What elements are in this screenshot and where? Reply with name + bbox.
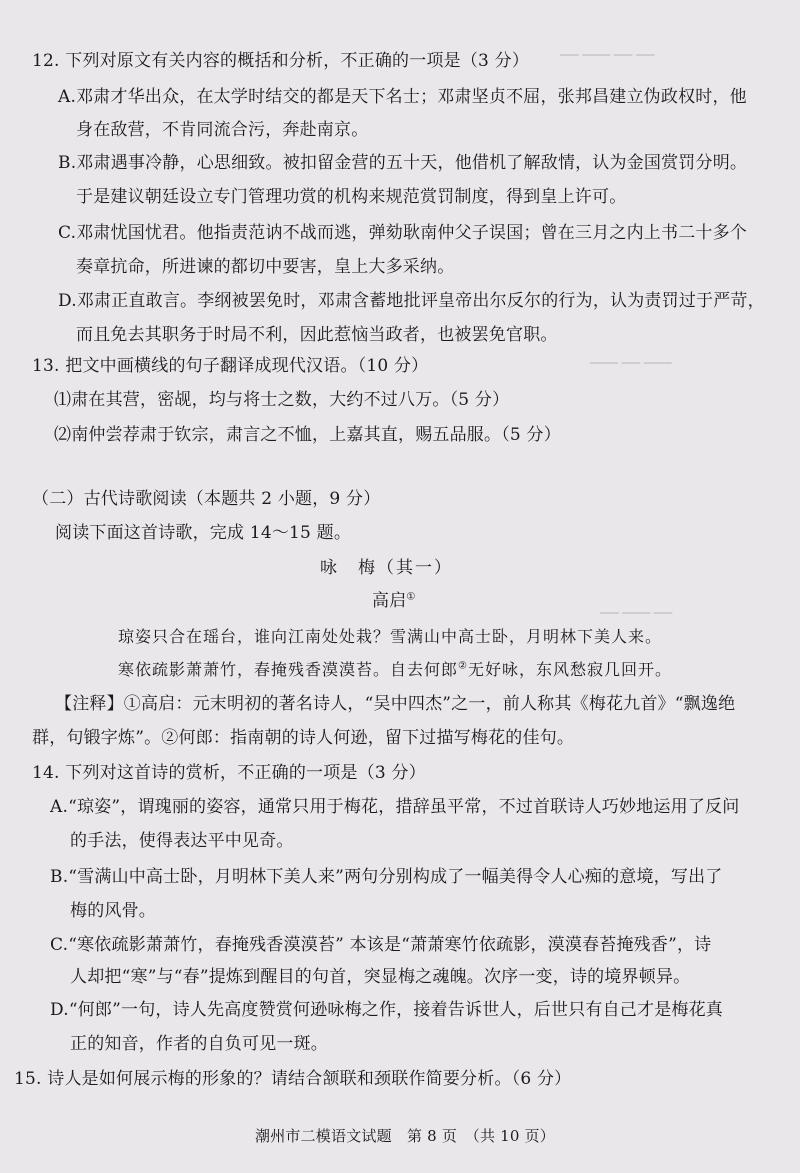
poem-author-footnote-marker: ① (406, 591, 416, 603)
q14-option-a-line1: A.“琼姿”，谓瑰丽的姿容，通常只用于梅花，措辞虽平常，不过首联诗人巧妙地运用了反问 (50, 797, 740, 817)
poem-author-name: 高启 (372, 591, 407, 611)
q14-option-b-line2: 梅的风骨。 (70, 901, 156, 921)
q12-option-a-line2: 身在敌营，不肯同流合污，奔赴南京。 (76, 120, 369, 140)
q12-option-a-line1: A.邓肃才华出众，在太学时结交的都是天下名士；邓肃坚贞不屈，张邦昌建立伪政权时，他 (58, 87, 747, 107)
q13-stem: 13. 把文中画横线的句子翻译成现代汉语。（10 分） (32, 356, 429, 376)
q12-option-c-line1: C.邓肃忧国忧君。他指责范讷不战而逃，弹劾耿南仲父子误国；曾在三月之内上书二十多个 (58, 223, 748, 243)
q12-option-b-line2: 于是建议朝廷设立专门管理功赏的机构来规范赏罚制度，得到皇上许可。 (76, 187, 627, 207)
q14-option-d-line2: 正的知音，作者的自负可见一斑。 (70, 1034, 328, 1054)
q14-option-c-line2: 人却把“寒”与“春”提炼到醒目的句首，突显梅之魂魄。次序一变，诗的境界顿异。 (70, 967, 691, 987)
poem-title: 咏 梅（其一） (320, 558, 453, 578)
notes-line-2: 群，句锻字炼”。②何郎：指南朝的诗人何逊，留下过描写梅花的佳句。 (32, 728, 575, 748)
notes-line-1: 【注释】①高启：元末明初的著名诗人，“吴中四杰”之一，前人称其《梅花九首》“飘逸绝 (55, 694, 736, 714)
q12-option-b-line1: B.邓肃遇事冷静，心思细致。被扣留金营的五十天，他借机了解敌情，认为金国赏罚分明。 (58, 153, 748, 173)
q15-stem: 15. 诗人是如何展示梅的形象的？请结合颔联和颈联作简要分析。（6 分） (14, 1069, 572, 1089)
poem-line-2-part-a: 寒依疏影萧萧竹，春掩残香漠漠苔。自去何郎 (118, 660, 459, 679)
q14-stem: 14. 下列对这首诗的赏析，不正确的一项是（3 分） (32, 763, 426, 783)
poem-author (372, 590, 416, 612)
section2-heading: （二）古代诗歌阅读（本题共 2 小题，9 分） (32, 489, 381, 509)
bleed-through-texture: ▁▁ ▁▁▁ ▁▁ ▁▁ (560, 42, 655, 56)
section2-intro: 阅读下面这首诗歌，完成 14～15 题。 (55, 523, 352, 543)
q12-option-d-line2: 而且免去其职务于时局不利，因此惹恼当政者，也被罢免官职。 (76, 325, 558, 345)
poem-line-2 (118, 659, 672, 681)
q12-option-d-line1: D.邓肃正直敢言。李纲被罢免时，邓肃含蓄地批评皇帝出尔反尔的行为，认为责罚过于严苛， (58, 291, 765, 311)
q14-option-d-line1: D.“何郎”一句，诗人先高度赞赏何逊咏梅之作，接着告诉世人，后世只有自己才是梅花真 (50, 1000, 724, 1020)
page-footer: 潮州市二模语文试题 第 8 页 （共 10 页） (255, 1127, 556, 1145)
q13-sentence-1: ⑴肃在其营，密觇，均与将士之数，大约不过八万。（5 分） (54, 390, 510, 410)
poem-line-1: 琼姿只合在瑶台，谁向江南处处栽？雪满山中高士卧，月明林下美人来。 (118, 627, 663, 646)
q14-option-c-line1: C.“寒依疏影萧萧竹，春掩残香漠漠苔” 本该是“萧萧寒竹依疏影，漠漠春苔掩残香”，诗 (50, 935, 712, 955)
q14-option-a-line2: 的手法，使得表达平中见奇。 (70, 831, 294, 851)
q14-option-b-line1: B.“雪满山中高士卧，月明林下美人来”两句分别构成了一幅美得令人心痴的意境，写出了 (50, 867, 723, 887)
q12-stem: 12. 下列对原文有关内容的概括和分析，不正确的一项是（3 分） (32, 51, 530, 71)
poem-line-2-part-b: 无好咏，东风愁寂几回开。 (467, 660, 672, 679)
bleed-through-texture: ▁▁▁ ▁▁ ▁▁▁ (590, 350, 672, 364)
q12-option-c-line2: 奏章抗命，所进谏的都切中要害，皇上大多采纳。 (76, 257, 455, 277)
poem-line-2-footnote-marker: ② (458, 660, 468, 672)
bleed-through-texture: ▁▁ ▁▁▁ ▁▁ (600, 600, 673, 614)
q13-sentence-2: ⑵南仲尝荐肃于钦宗，肃言之不恤，上嘉其直，赐五品服。（5 分） (54, 425, 561, 445)
